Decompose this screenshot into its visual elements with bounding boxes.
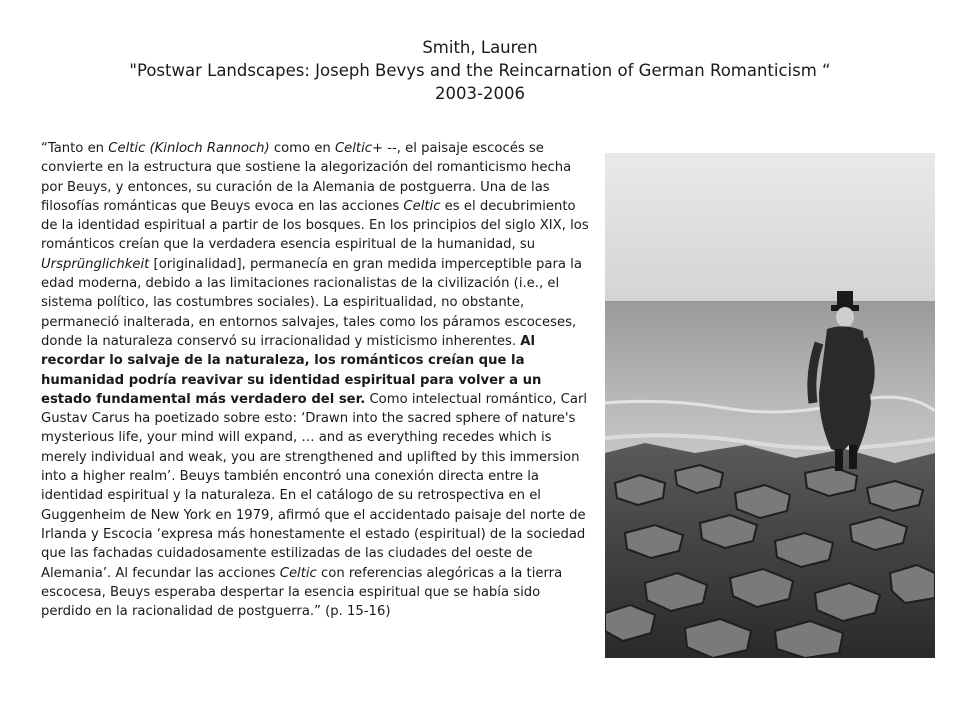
photograph-beuys-coast — [605, 153, 935, 658]
quote-paragraph — [41, 139, 589, 621]
years-line: 2003-2006 — [435, 84, 525, 103]
quote-segment: es el decubrimiento de la identidad espiritual a partir de los bosques. En los principios del siglo XIX, los románticos creían que la verdadera esencia espiritual de la humanidad, su — [41, 198, 589, 253]
photograph-drawing — [605, 153, 935, 658]
quote-italic-segment: Celtic (Kinloch Rannoch) — [108, 141, 270, 156]
quote-segment: como en — [269, 141, 335, 156]
sky — [605, 153, 935, 303]
quote-segment: Como intelectual romántico, Carl Gustav Carus ha poetizado sobre esto: ‘Drawn into the sacred sphere of nature's mysterious life, your mind will expand, … and as everything recedes which is merely individual and weak, you are strengthened and uplifted by this immersion into a higher realm’. Beuys también encontró una conexión directa entre la identidad espiritual y la naturaleza. En el catálogo de su retrospectiva en el Guggenheim de New York en 1979, afirmó que el accidentado paisaje del norte de Irlanda y Escocia ‘expresa más honestamente el estado (espiritual) de la sociedad que las fachadas cuidadosamente estilizadas de las ciudades del oeste de Alemania’. Al fecundar las acciones — [41, 391, 588, 581]
quote-italic-segment: Celtic — [403, 198, 441, 214]
title-block — [0, 36, 960, 105]
work-title-line: "Postwar Landscapes: Joseph Bevys and the Reincarnation of German Romanticism “ — [129, 61, 831, 80]
quote-segment: “Tanto en — [41, 141, 109, 156]
quote-bold-segment: Al recordar lo salvaje de la naturaleza, los románticos creían que la humanidad podría reavivar su identidad espiritual para volver a un estado fundamental más verdadero del ser. — [41, 333, 542, 407]
quote-segment: [originalidad], permanecía en gran medida imperceptible para la edad moderna, debido a las limitaciones racionalistas de la civilización (i.e., el sistema político, las costumbres sociales). La espiritualidad, no obstante, permaneció inalterada, en entornos salvajes, tales como los páramos escoceses, donde la naturaleza conservó su irracionalidad y misticismo inherentes. — [41, 256, 582, 349]
quote-italic-segment: Celtic — [279, 565, 317, 581]
quote-italic-segment: Ursprünglichkeit — [41, 256, 150, 272]
quote-segment: --, el paisaje escocés se convierte en la estructura que sostiene la alegorización del romanticismo hecha por Beuys, y entonces, su curación de la Alemania de postguerra. Una de las filosofías románticas que Beuys evoca en las acciones — [41, 141, 572, 214]
quote-segment: con referencias alegóricas a la tierra escocesa, Beuys esperaba despertar la esencia espiritual que se había sido perdido en la racionalidad de postguerra.” (p. 15-16) — [41, 565, 563, 620]
author-line: Smith, Lauren — [422, 38, 538, 57]
quote-italic-segment: Celtic+ — [334, 141, 384, 156]
